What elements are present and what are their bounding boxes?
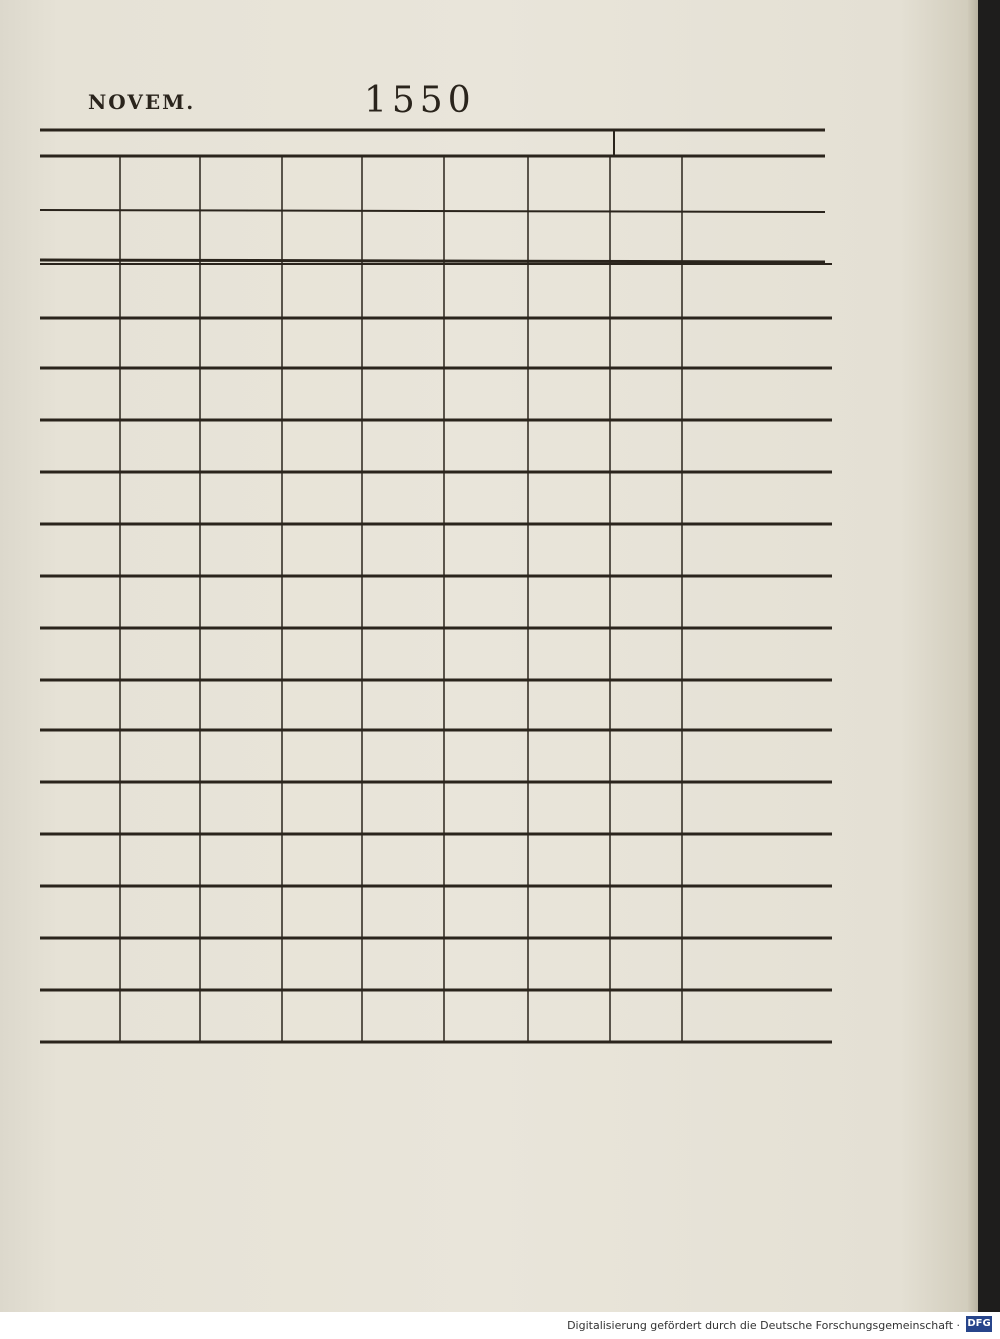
header-rule-3: [40, 210, 825, 212]
digitization-credit: Digitalisierung gefördert durch die Deutsche Forschungsgemeinschaft ·: [567, 1319, 960, 1332]
month-heading: NOVEM.: [88, 90, 196, 114]
header-rule-4: [40, 260, 825, 262]
year-heading: 1550: [364, 80, 476, 121]
dfg-logo: DFG: [966, 1316, 992, 1332]
